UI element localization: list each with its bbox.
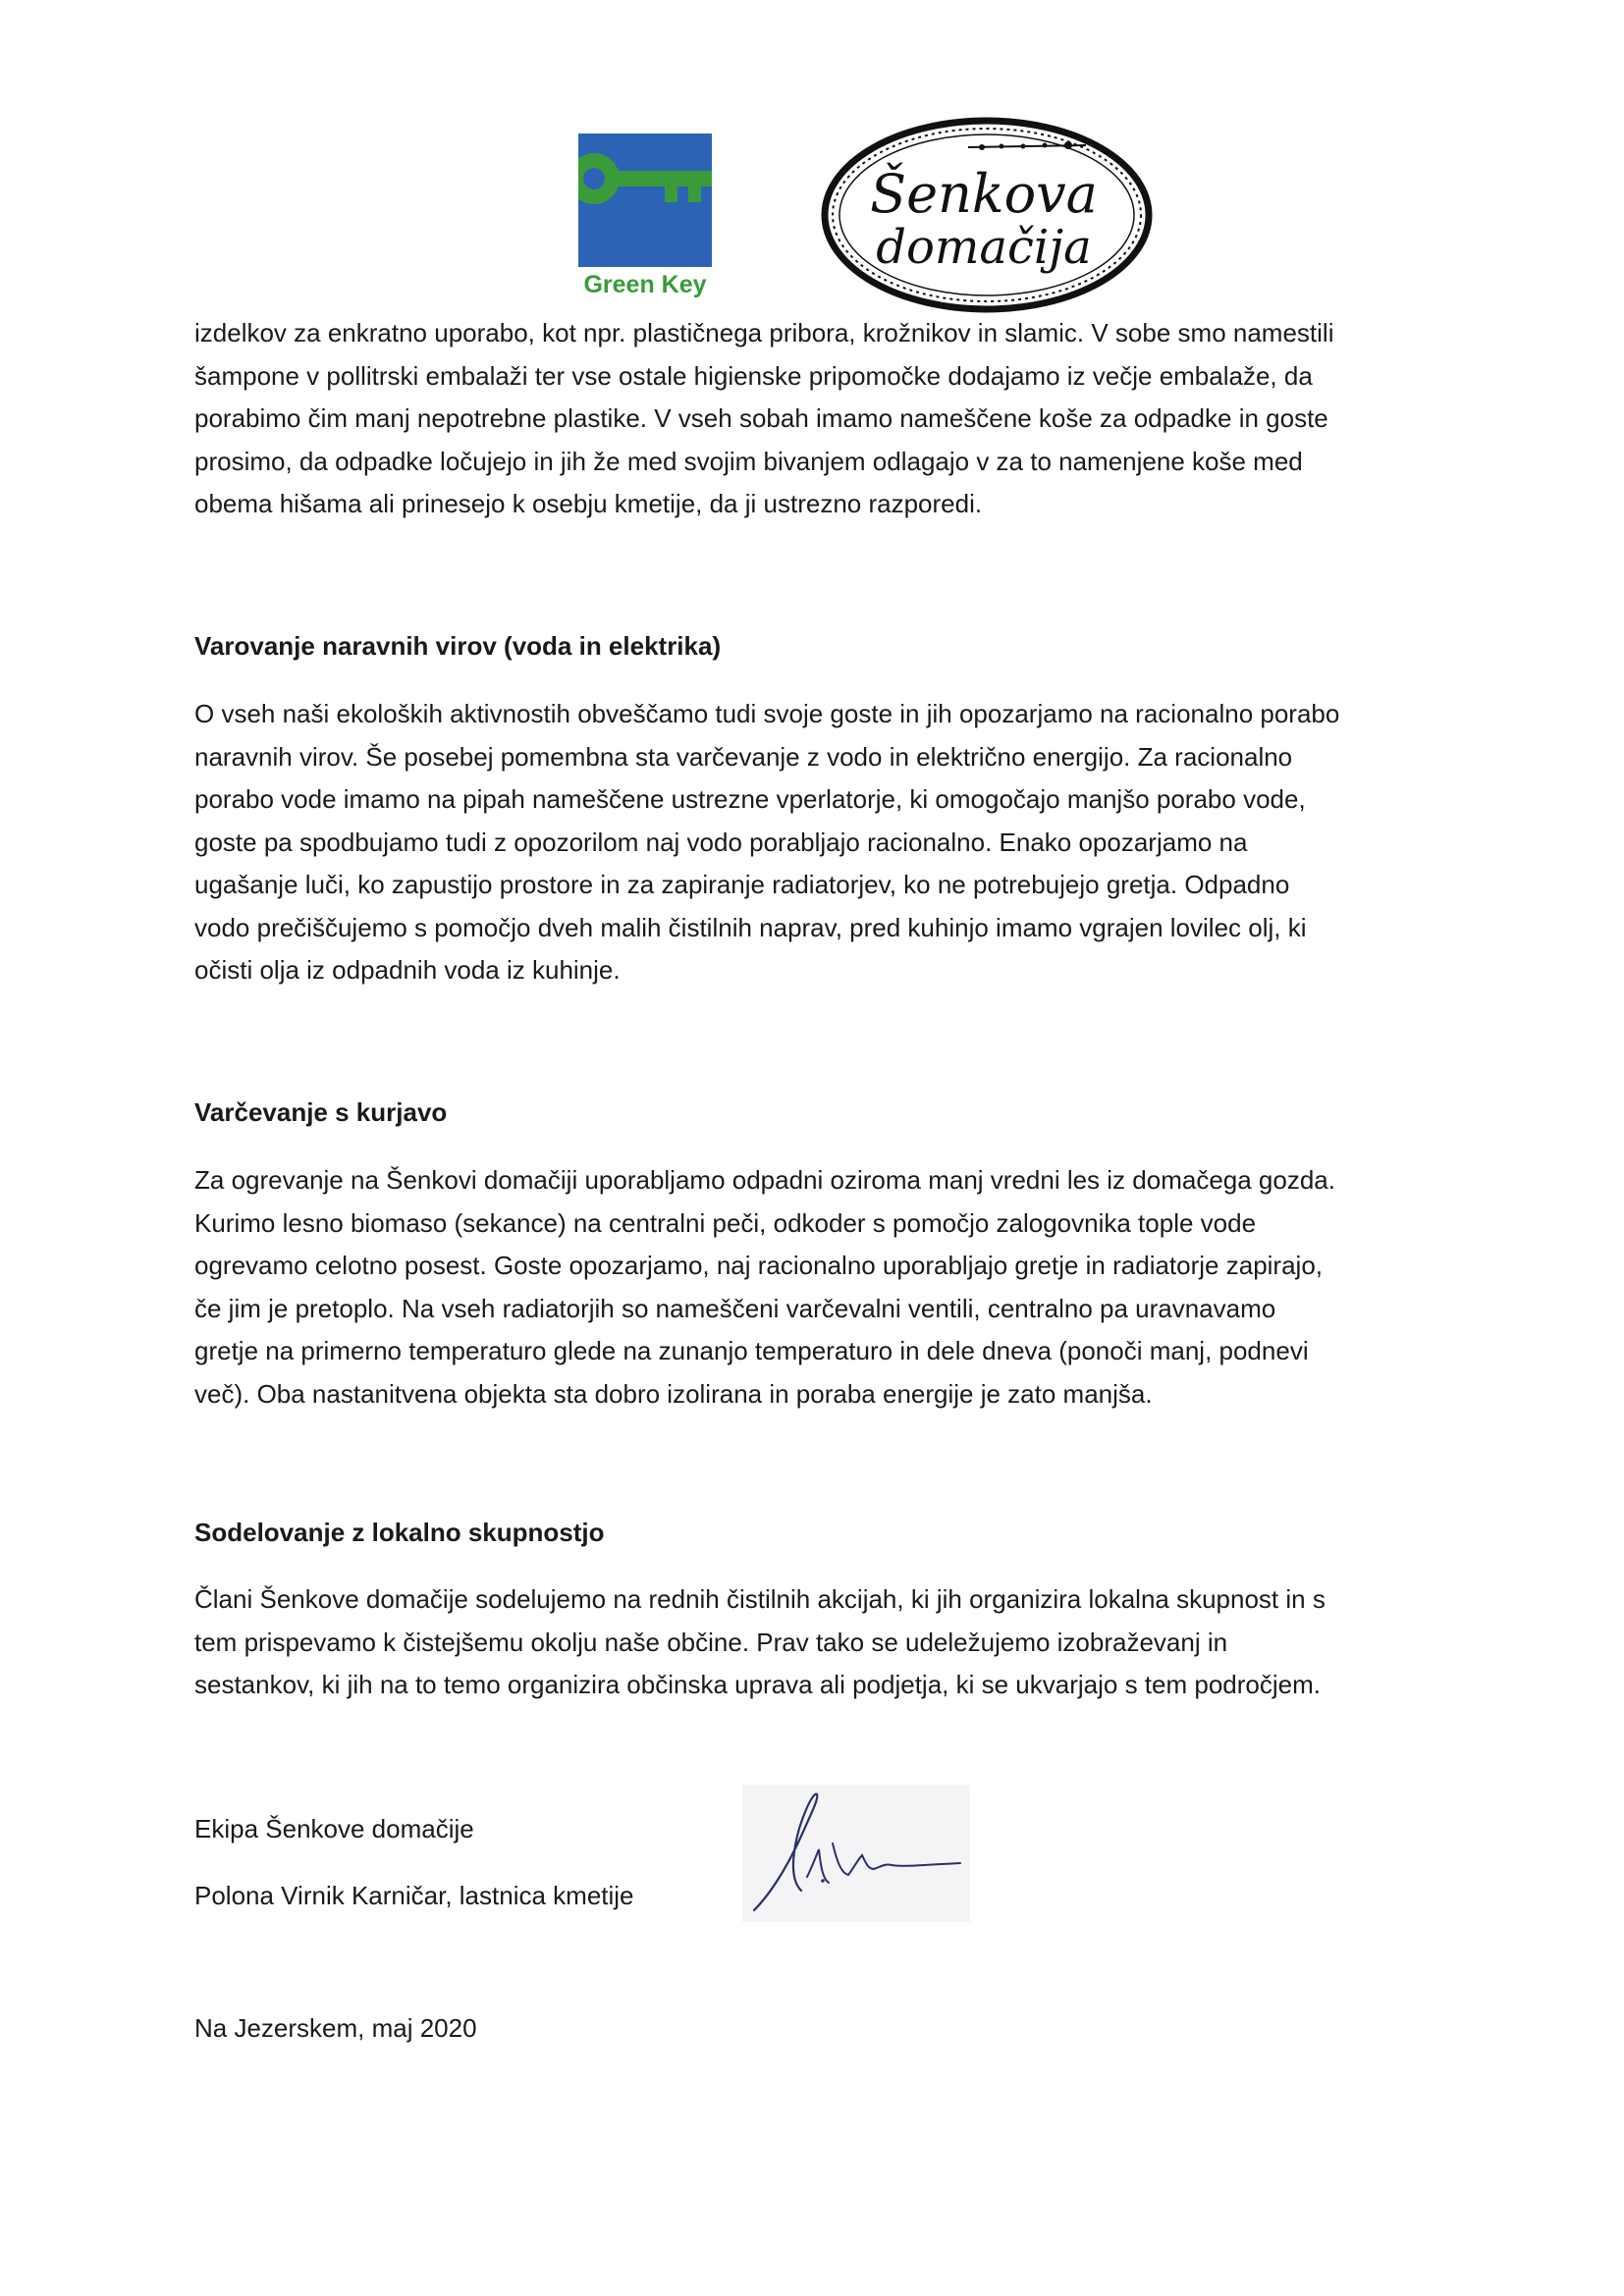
text-line: vodo prečiščujemo s pomočjo dveh malih čistilnih naprav, pred kuhinjo imamo vgrajen lovilec olj, ki xyxy=(194,912,1307,942)
senkova-logo-line2: domačija xyxy=(876,220,1092,275)
text-line: izdelkov za enkratno uporabo, kot npr. plastičnega pribora, krožnikov in slamic. V sobe smo namestili xyxy=(194,318,1334,347)
signoff-owner: Polona Virnik Karničar, lastnica kmetije xyxy=(194,1881,634,1910)
text-line: če jim je pretoplo. Na vseh radiatorjih so nameščeni varčevalni ventili, centralno pa uravnavamo xyxy=(194,1293,1276,1323)
text-line: porabo vode imamo na pipah nameščene ustrezne vperlatorje, ki omogočajo manjšo porabo vode, xyxy=(194,784,1306,814)
green-key-icon xyxy=(578,133,712,267)
text-line: goste pa spodbujamo tudi z opozorilom naj vodo porabljajo racionalno. Enako opozarjamo na xyxy=(194,827,1248,857)
section-paragraph-community xyxy=(194,1578,1451,1707)
text-line: obema hišama ali prinesejo k osebju kmetije, da ji ustrezno razporedi. xyxy=(194,489,983,518)
section-heading-heating: Varčevanje s kurjavo xyxy=(194,1097,448,1127)
text-line: sestankov, ki jih na to temo organizira občinska uprava ali podjetja, ki se ukvarjajo s tem področjem. xyxy=(194,1670,1321,1699)
section-paragraph-heating xyxy=(194,1159,1451,1415)
senkova-logo-line1: Šenkova xyxy=(870,163,1098,225)
section-heading-community: Sodelovanje z lokalno skupnostjo xyxy=(194,1518,605,1547)
text-line: ogrevamo celotno posest. Goste opozarjamo, naj racionalno uporabljajo gretje in radiatorje zapirajo, xyxy=(194,1251,1324,1280)
section-paragraph-natural-resources xyxy=(194,693,1451,992)
text-line: porabimo čim manj nepotrebne plastike. V vseh sobah imamo nameščene koše za odpadke in goste xyxy=(194,403,1328,433)
signoff-place-date: Na Jezerskem, maj 2020 xyxy=(194,2013,477,2043)
text-line: prosimo, da odpadke ločujejo in jih že med svojim bivanjem odlagajo v za to namenjene koše med xyxy=(194,446,1303,476)
text-line: več). Oba nastanitvena objekta sta dobro izolirana in poraba energije je zato manjša. xyxy=(194,1378,1153,1409)
text-line: Kurimo lesno biomaso (sekance) na centralni peči, odkoder s pomočjo zalogovnika tople vode xyxy=(194,1207,1257,1238)
section-heading-natural-resources: Varovanje naravnih virov (voda in elektrika) xyxy=(194,631,722,661)
signoff-team: Ekipa Šenkove domačije xyxy=(194,1814,474,1843)
text-line: Za ogrevanje na Šenkovi domačiji uporabljamo odpadni oziroma manj vredni les iz domačega gozda. xyxy=(194,1165,1335,1195)
signature-image xyxy=(742,1785,970,1922)
text-line: tem prispevamo k čistejšemu okolju naše občine. Prav tako se udeležujemo izobraževanj in xyxy=(194,1627,1228,1657)
text-line: ugašanje luči, ko zapustijo prostore in za zapiranje radiatorjev, ko ne potrebujejo gretja. Odpadno xyxy=(194,870,1290,899)
intro-paragraph xyxy=(194,312,1451,526)
text-line: O vseh naši ekoloških aktivnostih obveščamo tudi svoje goste in jih opozarjamo na racionalno porabo xyxy=(194,699,1340,728)
senkova-domacija-logo xyxy=(821,116,1153,314)
text-line: očisti olja iz odpadnih voda iz kuhinje. xyxy=(194,955,621,985)
text-line: naravnih virov. Še posebej pomembna sta varčevanje z vodo in električno energijo. Za racionalno xyxy=(194,741,1293,772)
text-line: šampone v pollitrski embalaži ter vse ostale higienske pripomočke dodajamo iz večje embalaže, da xyxy=(194,360,1313,391)
green-key-label: Green Key xyxy=(583,271,707,298)
text-line: gretje na primerno temperaturo glede na zunanjo temperaturo in dele dneva (ponoči manj, podnevi xyxy=(194,1336,1309,1365)
text-line: Člani Šenkove domačije sodelujemo na rednih čistilnih akcijah, ki jih organizira lokalna skupnost in s xyxy=(194,1584,1326,1614)
green-key-logo xyxy=(578,133,712,302)
